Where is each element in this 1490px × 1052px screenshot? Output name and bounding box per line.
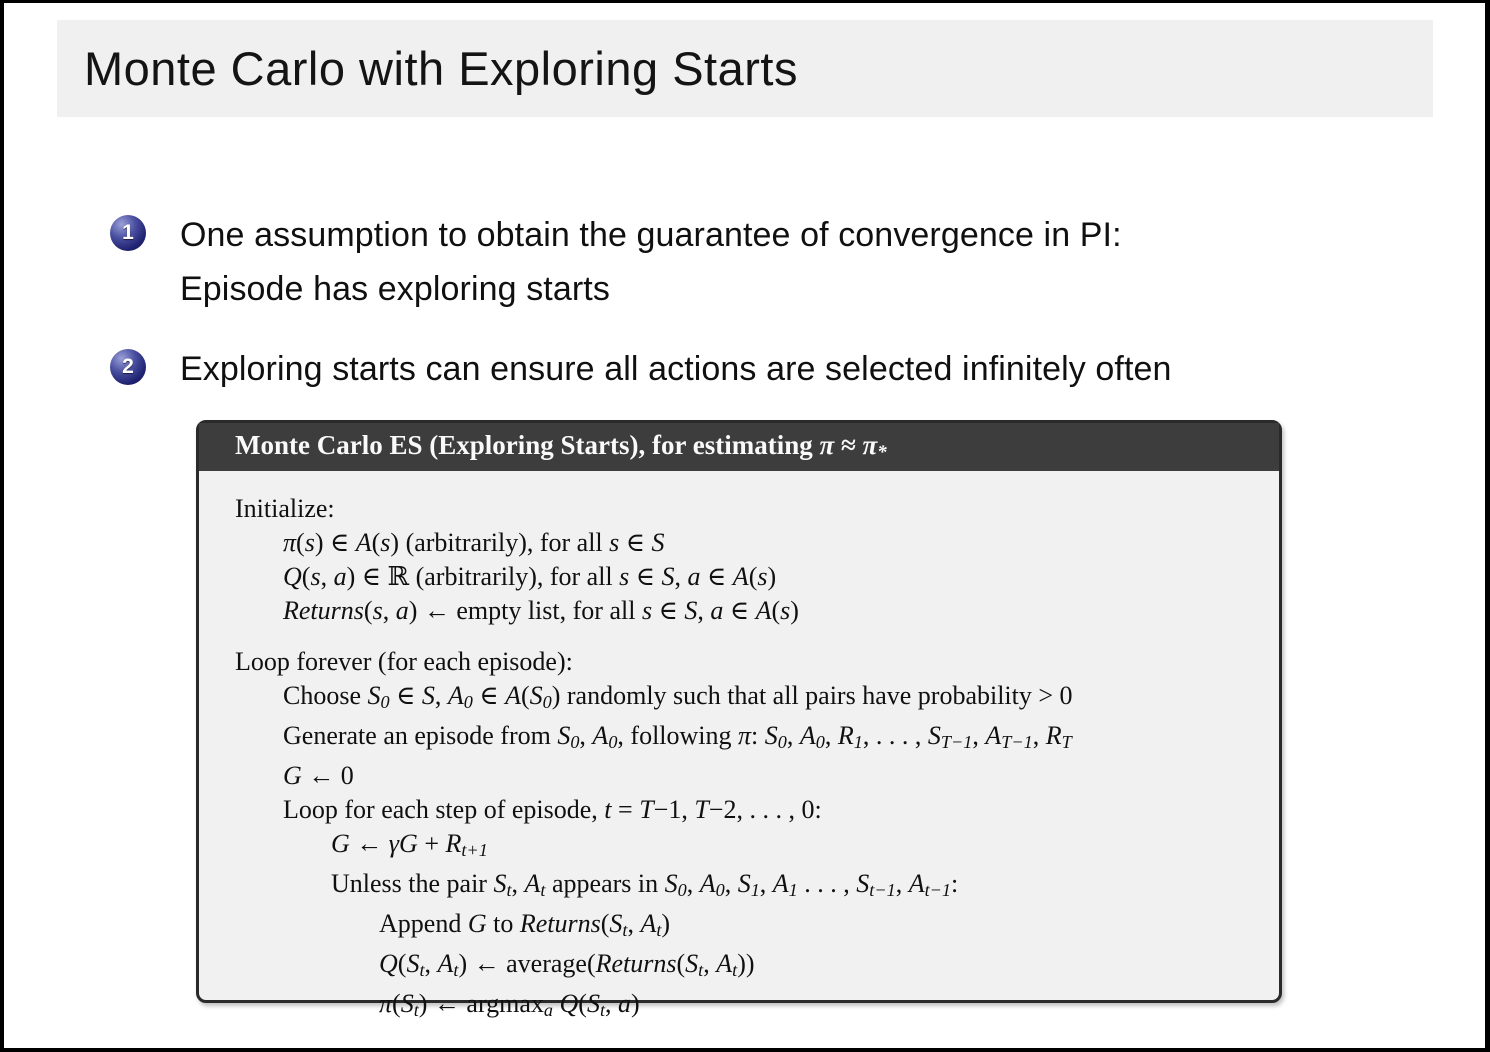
text-run: A [505,681,521,710]
bullet-line: One assumption to obtain the guarantee of convergence in PI: [180,216,1122,254]
text-run: , [786,721,800,750]
bullet-line: Episode has exploring starts [180,270,610,308]
text-run: ) [631,989,640,1018]
algorithm-line [235,827,1265,867]
text-run: G [331,829,350,858]
algorithm-header [199,423,1279,471]
text-run: , [382,596,396,625]
text-run: Q [283,562,302,591]
algorithm-line [235,560,1265,594]
text-run: S [557,721,571,750]
text-run: , [434,681,448,710]
text-run: 1 [750,880,760,900]
text-run: 1 [788,880,798,900]
text-run: ∈ [619,528,652,557]
text-run: s [372,596,383,625]
slide-title-band [57,20,1433,117]
text-run: 0 [815,732,825,752]
text-run: , [511,869,525,898]
text-run: , [972,721,986,750]
algorithm-line [235,759,1265,793]
text-run: t−1 [869,880,896,900]
text-run: , [703,949,717,978]
bullet-number-badge: 1 [110,215,146,251]
text-run: , [1032,721,1046,750]
text-run: = [611,795,640,824]
text-run: A [716,949,733,978]
text-run: Q [559,989,579,1018]
text-run: Loop forever (for each episode): [235,647,573,676]
text-run: ∈ [389,681,422,710]
text-run: A [699,869,716,898]
text-run: s [780,596,791,625]
text-run: G [467,909,487,938]
bullet-line: Exploring starts can ensure all actions are selected infinitely often [180,350,1172,388]
text-run: Returns [519,909,601,938]
text-run: Monte Carlo ES (Exploring Starts), for estimating [235,430,820,460]
text-run: T [639,795,654,824]
text-run: ∈ [700,562,733,591]
text-run: S [421,681,435,710]
text-run: Append [379,909,468,938]
text-run: ( [771,596,781,625]
text-run: ( [676,949,686,978]
text-run: ∈ [723,596,756,625]
algorithm-line [235,719,1265,759]
text-run: ) ← empty list, for all [408,596,642,625]
text-run: , [824,721,838,750]
text-run: S [651,528,665,557]
text-run: π [379,989,393,1018]
text-run: 0 [463,692,473,712]
text-run: Unless the pair [331,869,494,898]
text-run: S [406,949,420,978]
text-run: Returns [283,596,364,625]
text-run: ← 0 [301,761,354,790]
text-run: + [417,829,446,858]
text-run: t [698,960,704,980]
text-run: ) ∈ ℝ (arbitrarily), for all [346,562,620,591]
text-run: S [685,949,699,978]
text-run: , [759,869,773,898]
text-run: s [619,562,630,591]
text-run: T [694,795,709,824]
text-run: a [687,562,701,591]
text-run: A [772,869,789,898]
text-run: ) [767,562,777,591]
text-run: , following [617,721,739,750]
algorithm-line [235,679,1265,719]
text-run: 0 [677,880,687,900]
text-run: A [799,721,816,750]
text-run: Initialize: [235,494,335,523]
text-run: ∈ [472,681,506,710]
text-run: S [684,596,698,625]
text-run: 0 [542,692,552,712]
text-run: −2, . . . , 0: [708,795,822,824]
text-run: a [395,596,409,625]
text-run: a [543,1000,554,1020]
algorithm-title [235,430,887,464]
text-run: T [1061,732,1072,752]
bullet-item-1 [110,208,1440,316]
text-run: ) randomly such that all pairs have probability > 0 [551,681,1073,710]
algorithm-line [235,793,1265,827]
algorithm-line [235,947,1265,987]
text-run: A [447,681,464,710]
text-run: s [757,562,768,591]
text-run: ( [363,596,373,625]
text-run: π [862,430,878,460]
algorithm-line [235,987,1265,1027]
text-run: ( [600,909,610,938]
text-run: S [664,869,678,898]
text-run: , . . . , [862,721,928,750]
text-run: a [710,596,724,625]
text-run: −1, [653,795,695,824]
text-run: ( [748,562,758,591]
text-run: Loop for each step of episode, [283,795,605,824]
text-run: ( [397,949,407,978]
text-run: ( [392,989,401,1018]
text-run: , [627,909,641,938]
text-run: a [333,562,347,591]
text-run: Q [379,949,398,978]
text-run: t [732,960,738,980]
text-run: , [724,869,738,898]
text-run: )) [737,949,755,978]
text-run: 0 [570,732,580,752]
text-run: R [837,721,854,750]
text-run: S [927,721,941,750]
text-run: ) ← argmax [418,989,544,1018]
text-run: S [400,989,414,1018]
text-run: t [419,960,425,980]
text-run: ) [790,596,799,625]
text-run: A [592,721,609,750]
text-run: t [622,920,628,940]
text-run: t [453,960,459,980]
text-run: S [856,869,870,898]
text-run: S [529,681,543,710]
text-run: A [524,869,541,898]
algorithm-line [235,867,1265,907]
text-run: ≈ [834,430,863,460]
bullet-text [180,208,1122,316]
text-run: A [908,869,925,898]
text-run: Generate an episode from [283,721,558,750]
text-run: S [586,989,600,1018]
text-run: , [895,869,909,898]
text-run: , [674,562,688,591]
text-run: t [599,1000,606,1020]
algorithm-line [235,594,1265,628]
text-run: A [640,909,657,938]
text-run: S [764,721,778,750]
text-run: T−1 [1001,732,1033,752]
text-run: S [661,562,675,591]
text-run: ( [520,681,530,710]
text-run: R [1045,721,1062,750]
text-run: ← [349,829,389,858]
text-run: s [380,528,391,557]
text-run: A [437,949,454,978]
page-title: Monte Carlo with Exploring Starts [84,42,798,95]
text-run: A [755,596,772,625]
text-run: 0 [715,880,725,900]
text-run: G [399,829,418,858]
algorithm-box [196,420,1282,1020]
text-run: ) [661,909,671,938]
bullet-list [110,208,1440,422]
text-run: ) ∈ [314,528,356,557]
text-run: : [751,721,765,750]
text-run: to [486,909,520,938]
text-run: t [506,880,512,900]
bullet-item-2 [110,342,1440,396]
text-run: S [367,681,381,710]
text-run: , [697,596,711,625]
text-run: ) (arbitrarily), for all [390,528,610,557]
text-run: ( [371,528,381,557]
text-run: A [732,562,749,591]
text-run: t+1 [461,840,488,860]
text-run: γ [388,829,400,858]
text-run: appears in [545,869,665,898]
text-run: t [413,1000,419,1020]
text-run: π [819,430,835,460]
slide [4,3,1485,1048]
text-run: , [686,869,700,898]
text-run: Returns [595,949,677,978]
text-run: S [737,869,751,898]
algorithm-line [235,492,1265,526]
algorithm-line [235,645,1265,679]
text-run: 0 [380,692,390,712]
text-run: R [445,829,462,858]
text-run: ( [578,989,587,1018]
text-run: s [641,596,653,625]
text-run: π [283,528,297,557]
text-run: ∈ [652,596,685,625]
text-run: : [951,869,959,898]
text-run: ( [296,528,305,557]
text-run: s [304,528,315,557]
text-run: 1 [853,732,863,752]
text-run: * [877,442,887,463]
algorithm-line [235,907,1265,947]
text-run: s [609,528,620,557]
text-run: t−1 [924,880,951,900]
text-run: t [604,795,612,824]
text-run: t [656,920,662,940]
text-run: . . . , [797,869,857,898]
text-run: , [424,949,438,978]
text-run: ) ← average( [458,949,596,978]
algorithm-line [235,526,1265,560]
text-run: 0 [777,732,787,752]
bullet-text [180,342,1172,396]
text-run: 0 [608,732,618,752]
text-run: π [738,721,752,750]
text-run: , [605,989,619,1018]
text-run: S [609,909,623,938]
text-run: s [310,562,321,591]
algorithm-body [199,471,1279,1027]
text-run: t [540,880,546,900]
text-run: ∈ [629,562,662,591]
text-run: A [355,528,372,557]
text-run: G [283,761,302,790]
text-run: Choose [283,681,368,710]
text-run: T−1 [940,732,973,752]
text-run: S [493,869,507,898]
bullet-number-badge: 2 [110,349,146,385]
text-run: ( [301,562,311,591]
text-run: a [618,989,632,1018]
text-run: , [320,562,334,591]
text-run: A [985,721,1002,750]
text-run: , [579,721,593,750]
